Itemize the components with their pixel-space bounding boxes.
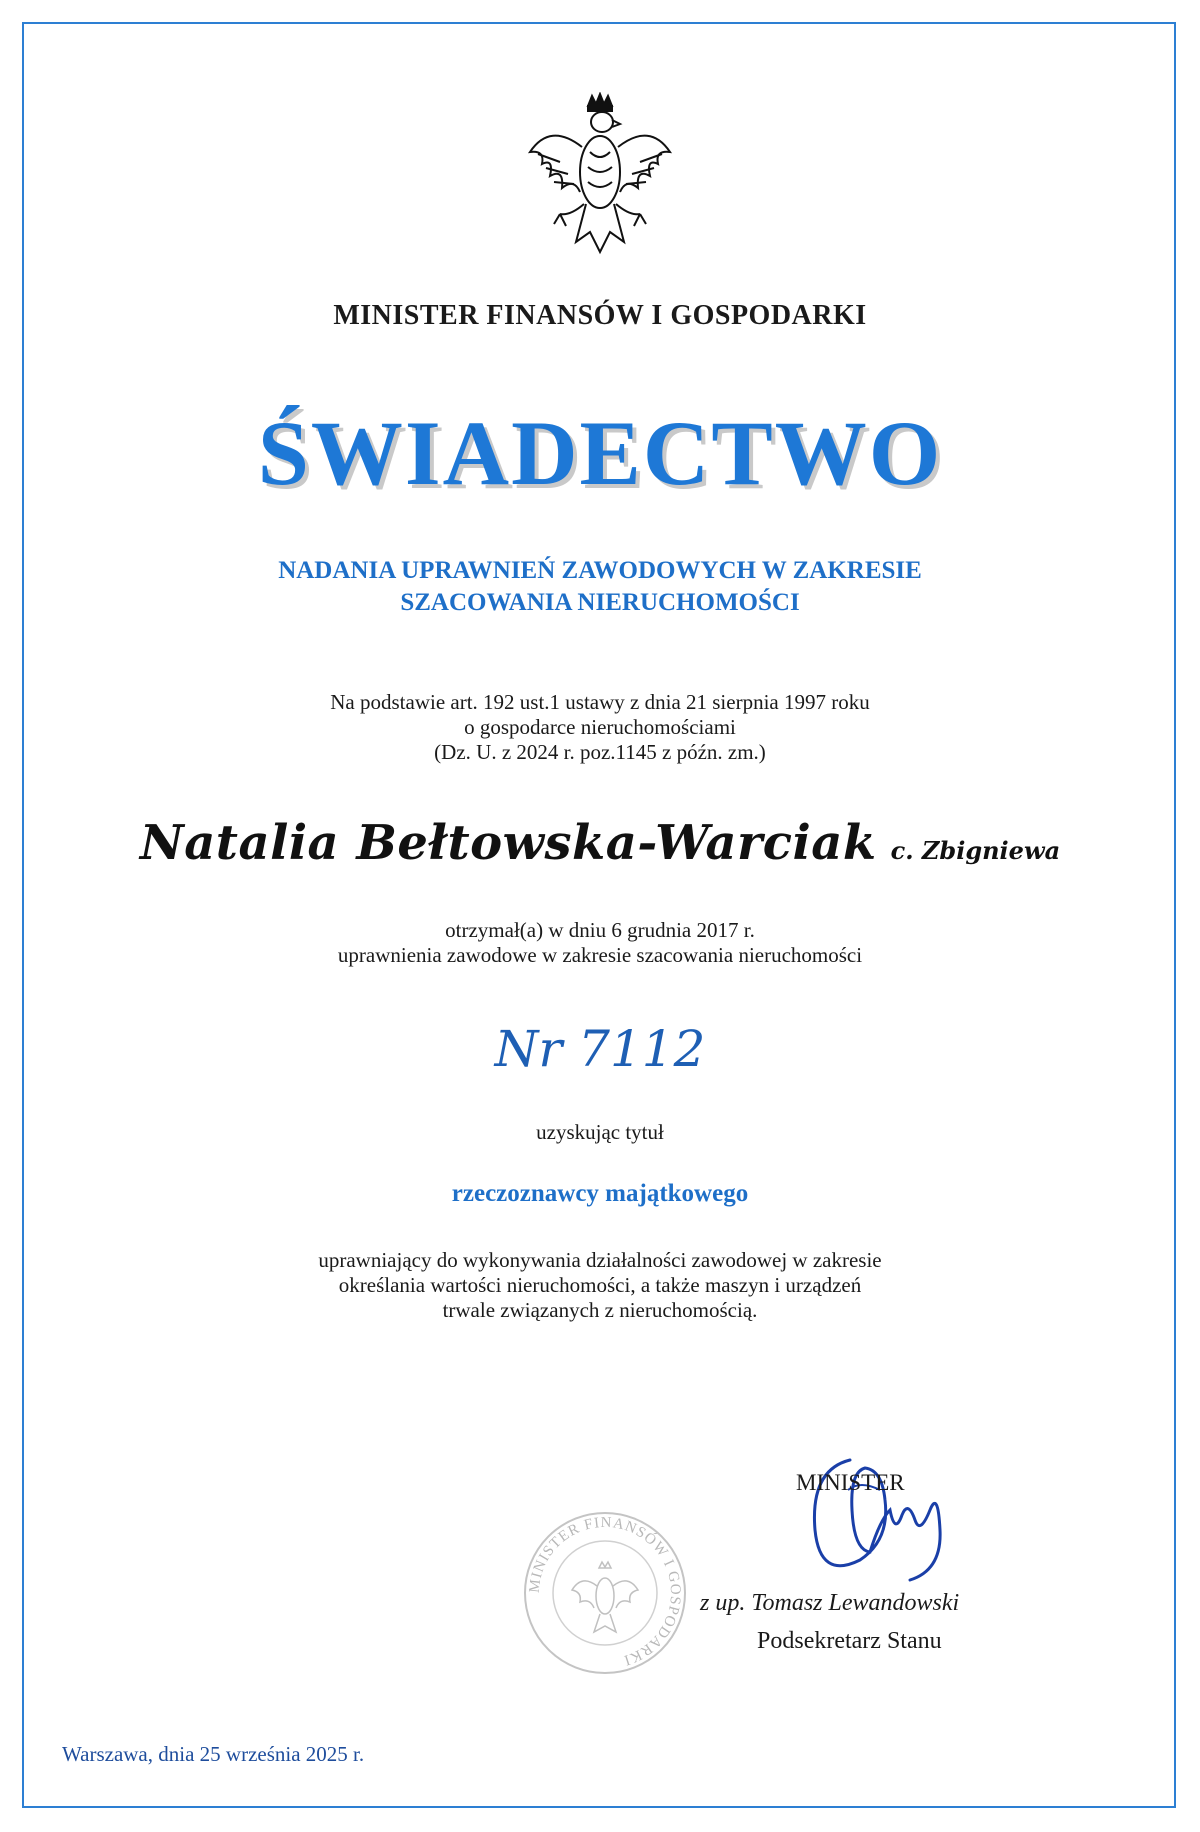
certificate-title: ŚWIADECTWO: [257, 402, 943, 504]
seal-text: MINISTER FINANSÓW I GOSPODARKI: [526, 1514, 684, 1669]
holder-name-row: [0, 815, 1200, 885]
subtitle-line-1: NADANIA UPRAWNIEŃ ZAWODOWYCH W ZAKRESIE: [278, 557, 922, 584]
official-seal-stamp: [520, 1508, 690, 1678]
ministry-heading: MINISTER FINANSÓW I GOSPODARKI: [333, 300, 867, 331]
handwritten-signature: [790, 1440, 960, 1600]
received-line-1: otrzymał(a) w dniu 6 grudnia 2017 r.: [445, 918, 755, 942]
legal-line-2: o gospodarce nieruchomościami: [464, 715, 736, 739]
signer-role: Podsekretarz Stanu: [757, 1628, 942, 1654]
holder-father-name: c. Zbigniewa: [890, 836, 1061, 865]
minister-label: MINISTER: [796, 1470, 905, 1495]
scope-line-1: uprawniający do wykonywania działalności zawodowej w zakresie: [318, 1248, 882, 1272]
certificate-subtitle: [0, 555, 1200, 619]
legal-line-3: (Dz. U. z 2024 r. poz.1145 z późn. zm.): [434, 740, 766, 764]
place-and-date: Warszawa, dnia 25 września 2025 r.: [62, 1742, 365, 1766]
obtaining-title-text: uzyskując tytuł: [536, 1120, 664, 1144]
scope-statement: [0, 1248, 1200, 1323]
received-line-2: uprawnienia zawodowe w zakresie szacowania nieruchomości: [337, 943, 863, 967]
professional-title: rzeczoznawcy majątkowego: [451, 1180, 749, 1207]
legal-basis: [0, 690, 1200, 765]
polish-eagle-emblem-icon: [520, 92, 680, 272]
scope-line-3: trwale związanych z nieruchomością.: [442, 1298, 758, 1322]
legal-line-1: Na podstawie art. 192 ust.1 ustawy z dnia 21 sierpnia 1997 roku: [330, 690, 870, 714]
scope-line-2: określania wartości nieruchomości, a także maszyn i urządzeń: [338, 1273, 862, 1297]
signer-name: z up. Tomasz Lewandowski: [700, 1590, 960, 1616]
subtitle-line-2: SZACOWANIA NIERUCHOMOŚCI: [400, 589, 800, 616]
certificate-number: Nr 7112: [494, 1020, 706, 1078]
received-statement: [0, 918, 1200, 968]
holder-name: Natalia Bełtowska-Warciak: [139, 815, 877, 871]
